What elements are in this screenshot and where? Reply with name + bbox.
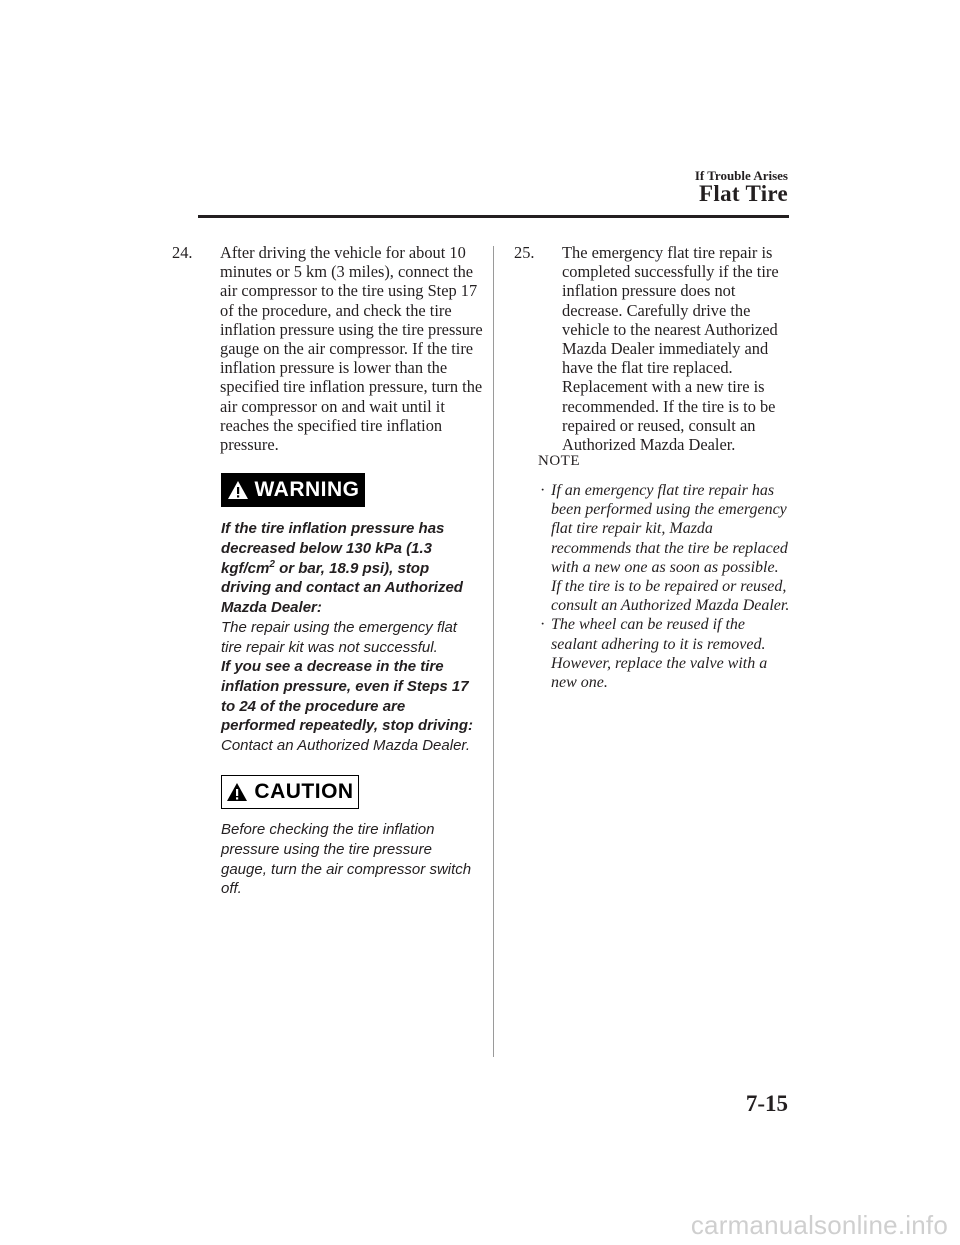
step-24-number: 24. [172, 243, 193, 262]
caution-body: Before checking the tire inflation pressure using the tire pressure gauge, turn the air compressor switch off. [221, 821, 472, 898]
step-24-text: After driving the vehicle for about 10 minutes or 5 km (3 miles), connect the air compressor to the tire using Step 17 of the procedure, and check the tire inflation pressure using the tire pressure gauge on the air compressor. If the tire inflation pressure is lower than the specified tire inflation pressure, turn the air compressor on and wait until it reaches the specified tire inflation pressure. [220, 243, 483, 455]
bullet-icon: · [540, 616, 546, 634]
warning-label: WARNING [254, 478, 360, 501]
warning-block-2 [221, 657, 479, 756]
caution-triangle-icon [226, 782, 248, 802]
page-number: 7-15 [745, 1091, 788, 1116]
caution-banner [221, 775, 359, 809]
step-25 [514, 243, 794, 454]
note-label: NOTE [538, 453, 580, 469]
warning-block-2-heading: If you see a decrease in the tire inflation pressure, even if Steps 17 to 24 of the procedure are performed repeatedly, stop driving: [221, 658, 473, 735]
warning-banner [221, 473, 365, 507]
warning-block-1-body: The repair using the emergency flat tire repair kit was not successful. [221, 618, 457, 656]
note-list [540, 481, 792, 692]
step-25-number: 25. [514, 243, 535, 262]
caution-label: CAUTION [254, 780, 354, 803]
warning-triangle-icon [227, 480, 249, 500]
bullet-icon: · [540, 482, 546, 499]
warning-block-1-heading: If the tire inflation pressure has decreased below 130 kPa (1.3 kgf/$cm^2$ or bar, 18.9 psi), stop driving and contact an Authorized Mazda Dealer: [221, 520, 463, 617]
note-item: · If an emergency flat tire repair has been performed using the emergency flat tire repair kit, Mazda recommends that the tire be replaced with a new one as soon as possible. If the tire is to be repaired or reused, consult an Authorized Mazda Dealer. [540, 482, 790, 615]
caution-block [221, 820, 479, 899]
header-rule [198, 215, 789, 218]
warning-block-1 [221, 519, 479, 658]
column-divider [493, 246, 494, 1057]
step-25-text: The emergency flat tire repair is completed successfully if the tire inflation pressure does not decrease. Carefully drive the vehicle to the nearest Authorized Mazda Dealer immediately and have the flat tire replaced. Replacement with a new tire is recommended. If the tire is to be repaired or reused, consult an Authorized Mazda Dealer. [562, 243, 779, 455]
chapter-title: Flat Tire [699, 181, 788, 206]
note-item: · The wheel can be reused if the sealant adhering to it is removed. However, replace the valve with a new one. [540, 616, 768, 692]
warning-block-2-body: Contact an Authorized Mazda Dealer. [221, 737, 471, 755]
step-24 [172, 243, 484, 454]
watermark: carmanualsonline.info [690, 1210, 948, 1240]
section-title: If Trouble Arises [694, 168, 788, 183]
